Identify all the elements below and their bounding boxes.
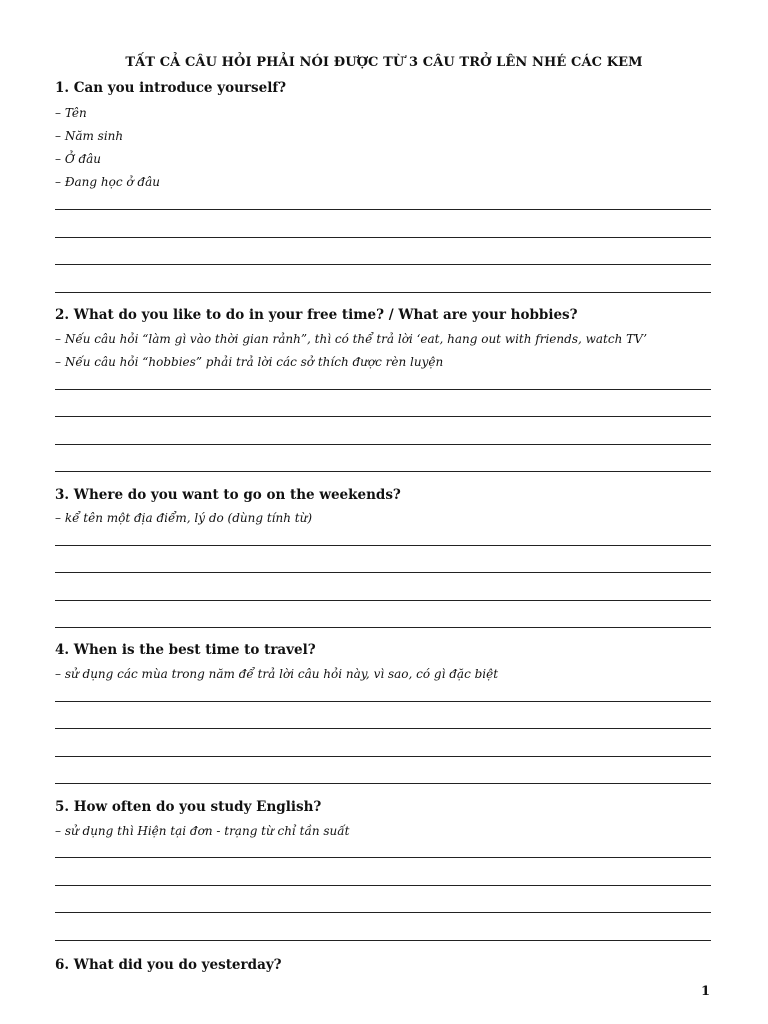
answer-line[interactable] [55,783,711,784]
hint-1-4: – Đang học ở đâu [55,175,160,189]
answer-line[interactable] [55,912,711,913]
answer-line[interactable] [55,572,711,573]
question-5: 5. How often do you study English? [55,799,322,815]
answer-line[interactable] [55,756,711,757]
question-1: 1. Can you introduce yourself? [55,80,287,96]
hint-1-2: – Năm sinh [55,129,124,143]
answer-line[interactable] [55,471,711,472]
question-3: 3. Where do you want to go on the weekends? [55,487,401,503]
answer-line[interactable] [55,389,711,390]
answer-line[interactable] [55,885,711,886]
hint-3-1: – kể tên một địa điểm, lý do (dùng tính từ) [55,511,313,525]
answer-line[interactable] [55,600,711,601]
answer-line[interactable] [55,545,711,546]
answer-line[interactable] [55,292,711,293]
hint-1-3: – Ở đâu [55,152,102,166]
answer-line[interactable] [55,237,711,238]
answer-line[interactable] [55,209,711,210]
answer-line[interactable] [55,444,711,445]
question-6: 6. What did you do yesterday? [55,957,282,973]
answer-line[interactable] [55,627,711,628]
hint-2-1: – Nếu câu hỏi “làm gì vào thời gian rảnh”, thì có thể trả lời ‘eat, hang out with friends, watch TV’ [55,332,648,346]
hint-1-1: – Tên [55,106,87,120]
page-number: 1 [700,984,710,999]
worksheet-title: TẤT CẢ CÂU HỎI PHẢI NÓI ĐƯỢC TỪ 3 CÂU TRỞ LÊN NHÉ CÁC KEM [125,55,643,70]
answer-line[interactable] [55,416,711,417]
question-4: 4. When is the best time to travel? [55,642,316,658]
hint-5-1: – sử dụng thì Hiện tại đơn - trạng từ chỉ tần suất [55,824,350,838]
answer-line[interactable] [55,728,711,729]
question-2: 2. What do you like to do in your free time? / What are your hobbies? [55,307,578,323]
answer-line[interactable] [55,940,711,941]
hint-4-1: – sử dụng các mùa trong năm để trả lời câu hỏi này, vì sao, có gì đặc biệt [55,667,499,681]
answer-line[interactable] [55,857,711,858]
answer-line[interactable] [55,701,711,702]
hint-2-2: – Nếu câu hỏi “hobbies” phải trả lời các sở thích được rèn luyện [55,355,444,369]
answer-line[interactable] [55,264,711,265]
